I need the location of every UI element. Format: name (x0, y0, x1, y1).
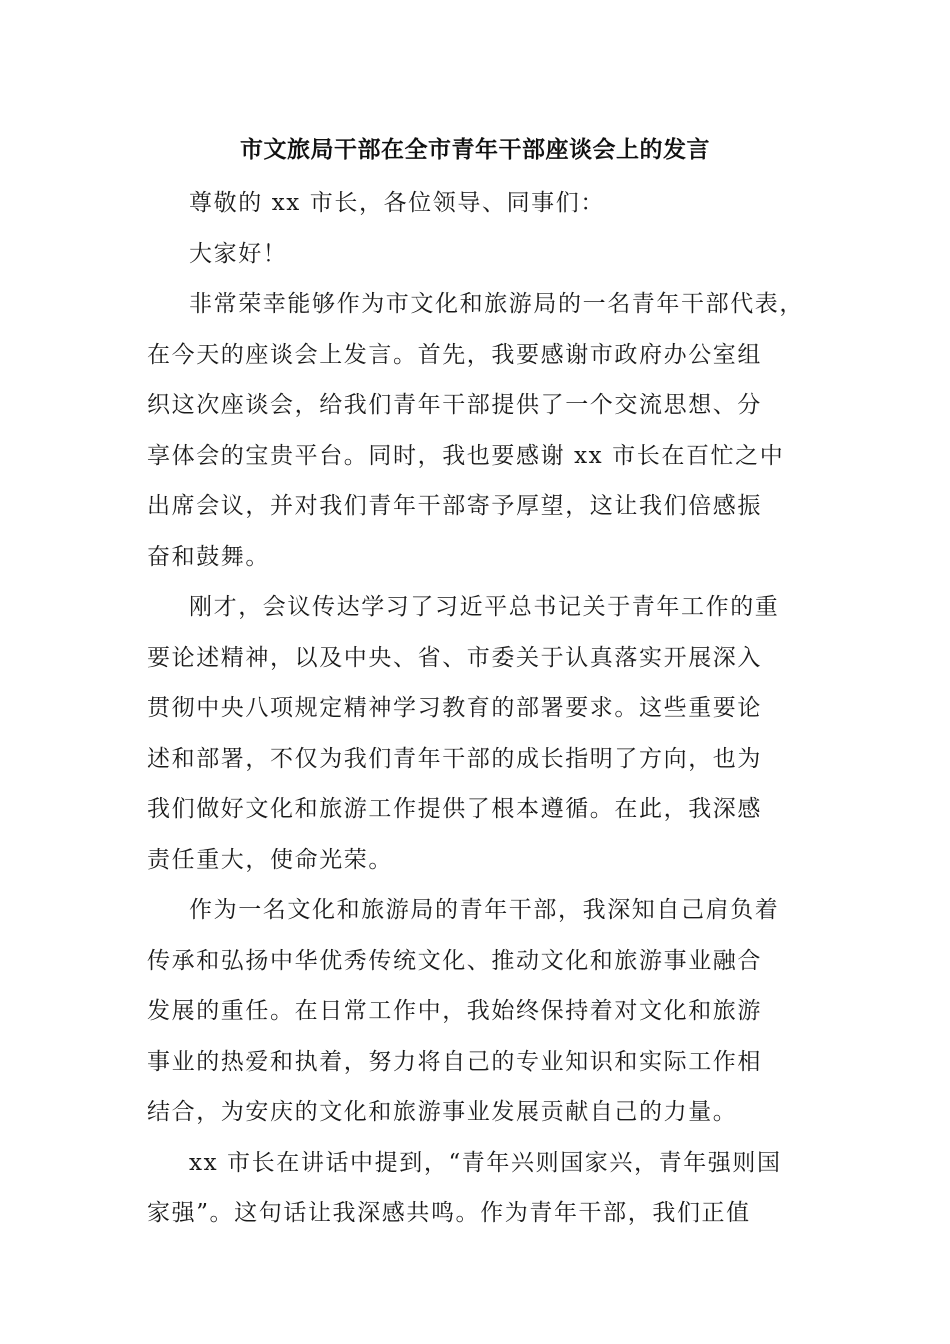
body-line: 在今天的座谈会上发言。首先，我要感谢市政府办公室组 (147, 341, 762, 368)
body-line: 大家好！ (189, 240, 288, 267)
body-line: 出席会议，并对我们青年干部寄予厚望，这让我们倍感振 (147, 493, 762, 519)
body-line: 家强”。这句话让我深感共鸣。作为青年干部，我们正值 (147, 1200, 751, 1226)
body-line: xx 市长在讲话中提到，“青年兴则国家兴，青年强则国 (189, 1149, 782, 1176)
body-line: 享体会的宝贵平台。同时，我也要感谢 xx 市长在百忙之中 (147, 442, 785, 469)
body-line: 要论述精神，以及中央、省、市委关于认真落实开展深入 (147, 644, 762, 671)
document-title: 市文旅局干部在全市青年干部座谈会上的发言 (240, 136, 710, 163)
body-line: 我们做好文化和旅游工作提供了根本遵循。在此，我深感 (147, 796, 762, 822)
body-line: 刚才，会议传达学习了习近平总书记关于青年工作的重 (189, 594, 780, 620)
body-line: 发展的重任。在日常工作中，我始终保持着对文化和旅游 (147, 998, 762, 1024)
body-line: 责任重大，使命光荣。 (147, 846, 393, 873)
body-line: 织这次座谈会，给我们青年干部提供了一个交流思想、分 (147, 392, 762, 418)
body-line: 作为一名文化和旅游局的青年干部，我深知自己肩负着 (189, 897, 780, 923)
body-line: 结合，为安庆的文化和旅游事业发展贡献自己的力量。 (147, 1099, 738, 1125)
body-line: 贯彻中央八项规定精神学习教育的部署要求。这些重要论 (147, 695, 762, 721)
body-line: 传承和弘扬中华优秀传统文化、推动文化和旅游事业融合 (147, 947, 762, 974)
body-line: 尊敬的 xx 市长，各位领导、同事们： (189, 190, 605, 216)
body-line: 事业的热爱和执着，努力将自己的专业知识和实际工作相 (147, 1048, 762, 1075)
body-line: 非常荣幸能够作为市文化和旅游局的一名青年干部代表， (189, 291, 804, 317)
document-body (147, 178, 817, 1239)
body-line: 述和部署，不仅为我们青年干部的成长指明了方向，也为 (147, 745, 762, 772)
body-line: 奋和鼓舞。 (147, 543, 270, 570)
